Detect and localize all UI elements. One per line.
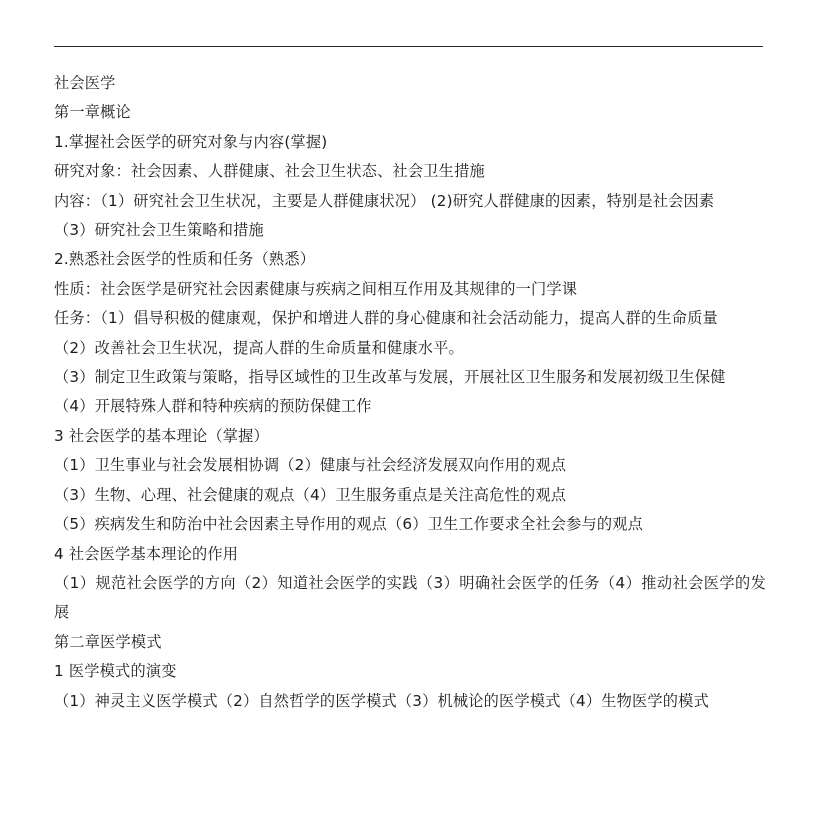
text-line: （5）疾病发生和防治中社会因素主导作用的观点（6）卫生工作要求全社会参与的观点 — [54, 515, 644, 534]
header-divider — [54, 46, 763, 47]
text-line: （3）制定卫生政策与策略，指导区域性的卫生改革与发展，开展社区卫生服务和发展初级卫生保健 — [54, 368, 726, 387]
text-line: 1 医学模式的演变 — [54, 662, 177, 681]
text-line: 任务：（1）倡导积极的健康观，保护和增进人群的身心健康和社会活动能力，提高人群的生命质量 — [54, 309, 718, 328]
text-line: （1）神灵主义医学模式（2）自然哲学的医学模式（3）机械论的医学模式（4）生物医学的模式 — [54, 691, 709, 710]
text-line: （3）研究社会卫生策略和措施 — [54, 221, 264, 240]
text-line: （2）改善社会卫生状况，提高人群的生命质量和健康水平。 — [54, 338, 464, 357]
document-text-body — [54, 69, 766, 716]
text-line: 内容：（1）研究社会卫生状况，主要是人群健康状况） (2)研究人群健康的因素，特别是社会因素 — [54, 191, 715, 210]
text-line: 3 社会医学的基本理论（掌握） — [54, 426, 269, 445]
text-line: 4 社会医学基本理论的作用 — [54, 544, 239, 563]
text-line: （3）生物、心理、社会健康的观点（4）卫生服务重点是关注高危性的观点 — [54, 485, 567, 504]
text-line: 第二章医学模式 — [54, 632, 162, 651]
text-line: 研究对象：社会因素、人群健康、社会卫生状态、社会卫生措施 — [54, 162, 485, 181]
text-line: （4）开展特殊人群和特种疾病的预防保健工作 — [54, 397, 372, 416]
text-line: 社会医学 — [54, 74, 116, 92]
text-line: 第一章概论 — [54, 103, 131, 122]
text-line: 1.掌握社会医学的研究对象与内容(掌握) — [54, 132, 328, 151]
text-line: （1）规范社会医学的方向（2）知道社会医学的实践（3）明确社会医学的任务（4）推动社会医学的发展 — [54, 573, 766, 622]
document-page — [0, 46, 817, 827]
text-line: 2.熟悉社会医学的性质和任务（熟悉） — [54, 250, 316, 269]
text-line: （1）卫生事业与社会发展相协调（2）健康与社会经济发展双向作用的观点 — [54, 456, 567, 475]
text-line: 性质：社会医学是研究社会因素健康与疾病之间相互作用及其规律的一门学课 — [54, 279, 578, 298]
